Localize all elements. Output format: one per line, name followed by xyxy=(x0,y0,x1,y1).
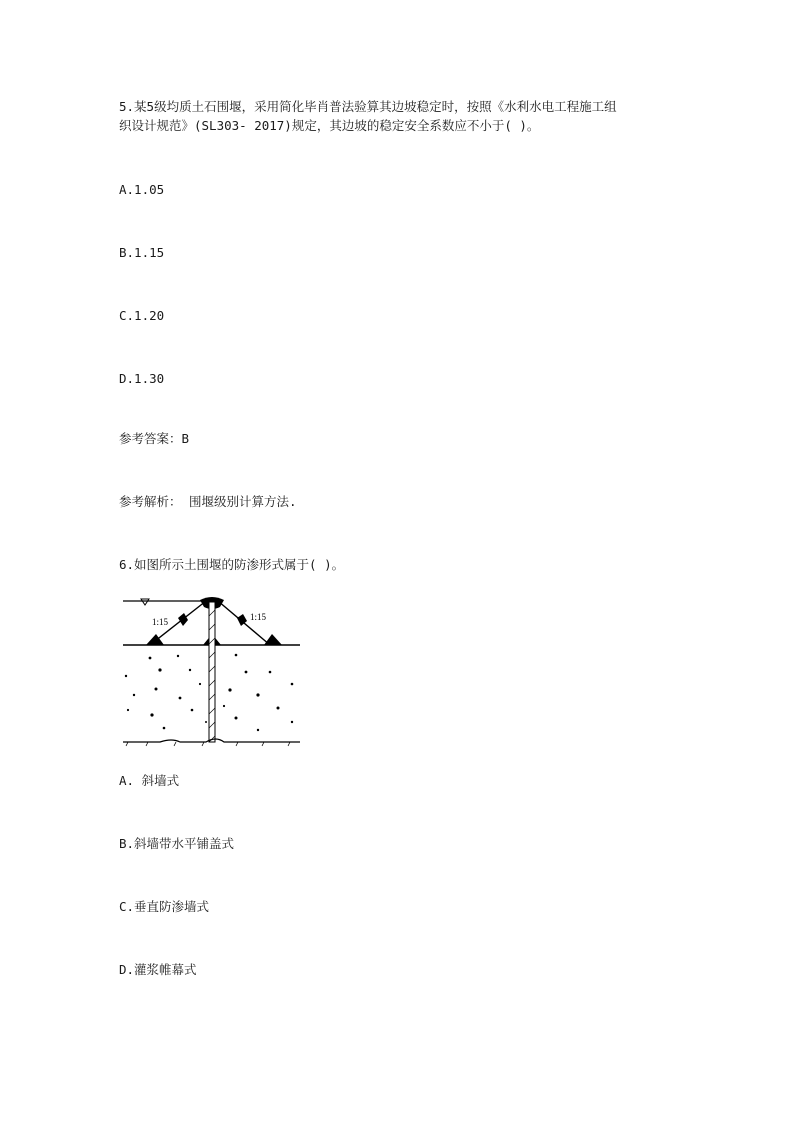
q5-option-c: C.1.20 xyxy=(119,308,165,323)
q6-option-a: A. 斜墙式 xyxy=(119,773,180,788)
left-slope-block xyxy=(178,613,188,626)
slope-label-right: 1:15 xyxy=(250,612,267,622)
q5-option-d: D.1.30 xyxy=(119,371,165,386)
q5-answer: 参考答案：B xyxy=(119,431,190,446)
q5-option-b: B.1.15 xyxy=(119,245,165,260)
q6-question: 6.如图所示土围堰的防渗形式属于( )。 xyxy=(119,557,345,572)
q5-analysis: 参考解析： 围堰级别计算方法. xyxy=(119,494,297,509)
water-level-marker xyxy=(141,599,149,605)
slope-label-left: 1:15 xyxy=(152,617,169,627)
q5-question-line1: 5.某5级均质土石围堰，采用简化毕肖普法验算其边坡稳定时，按照《水利水电工程施工组 xyxy=(119,99,617,114)
q5-option-a: A.1.05 xyxy=(119,182,165,197)
q5-question xyxy=(119,97,679,135)
cofferdam-diagram xyxy=(120,592,302,750)
q6-option-b: B.斜墙带水平铺盖式 xyxy=(119,836,235,851)
q6-option-c: C.垂直防渗墙式 xyxy=(119,899,210,914)
q6-option-d: D.灌浆帷幕式 xyxy=(119,962,197,977)
cutoff-wall xyxy=(209,602,215,742)
q5-question-line2: 织设计规范》(SL303- 2017)规定，其边坡的稳定安全系数应不小于( )。 xyxy=(119,118,540,133)
right-toe-block xyxy=(264,634,282,645)
